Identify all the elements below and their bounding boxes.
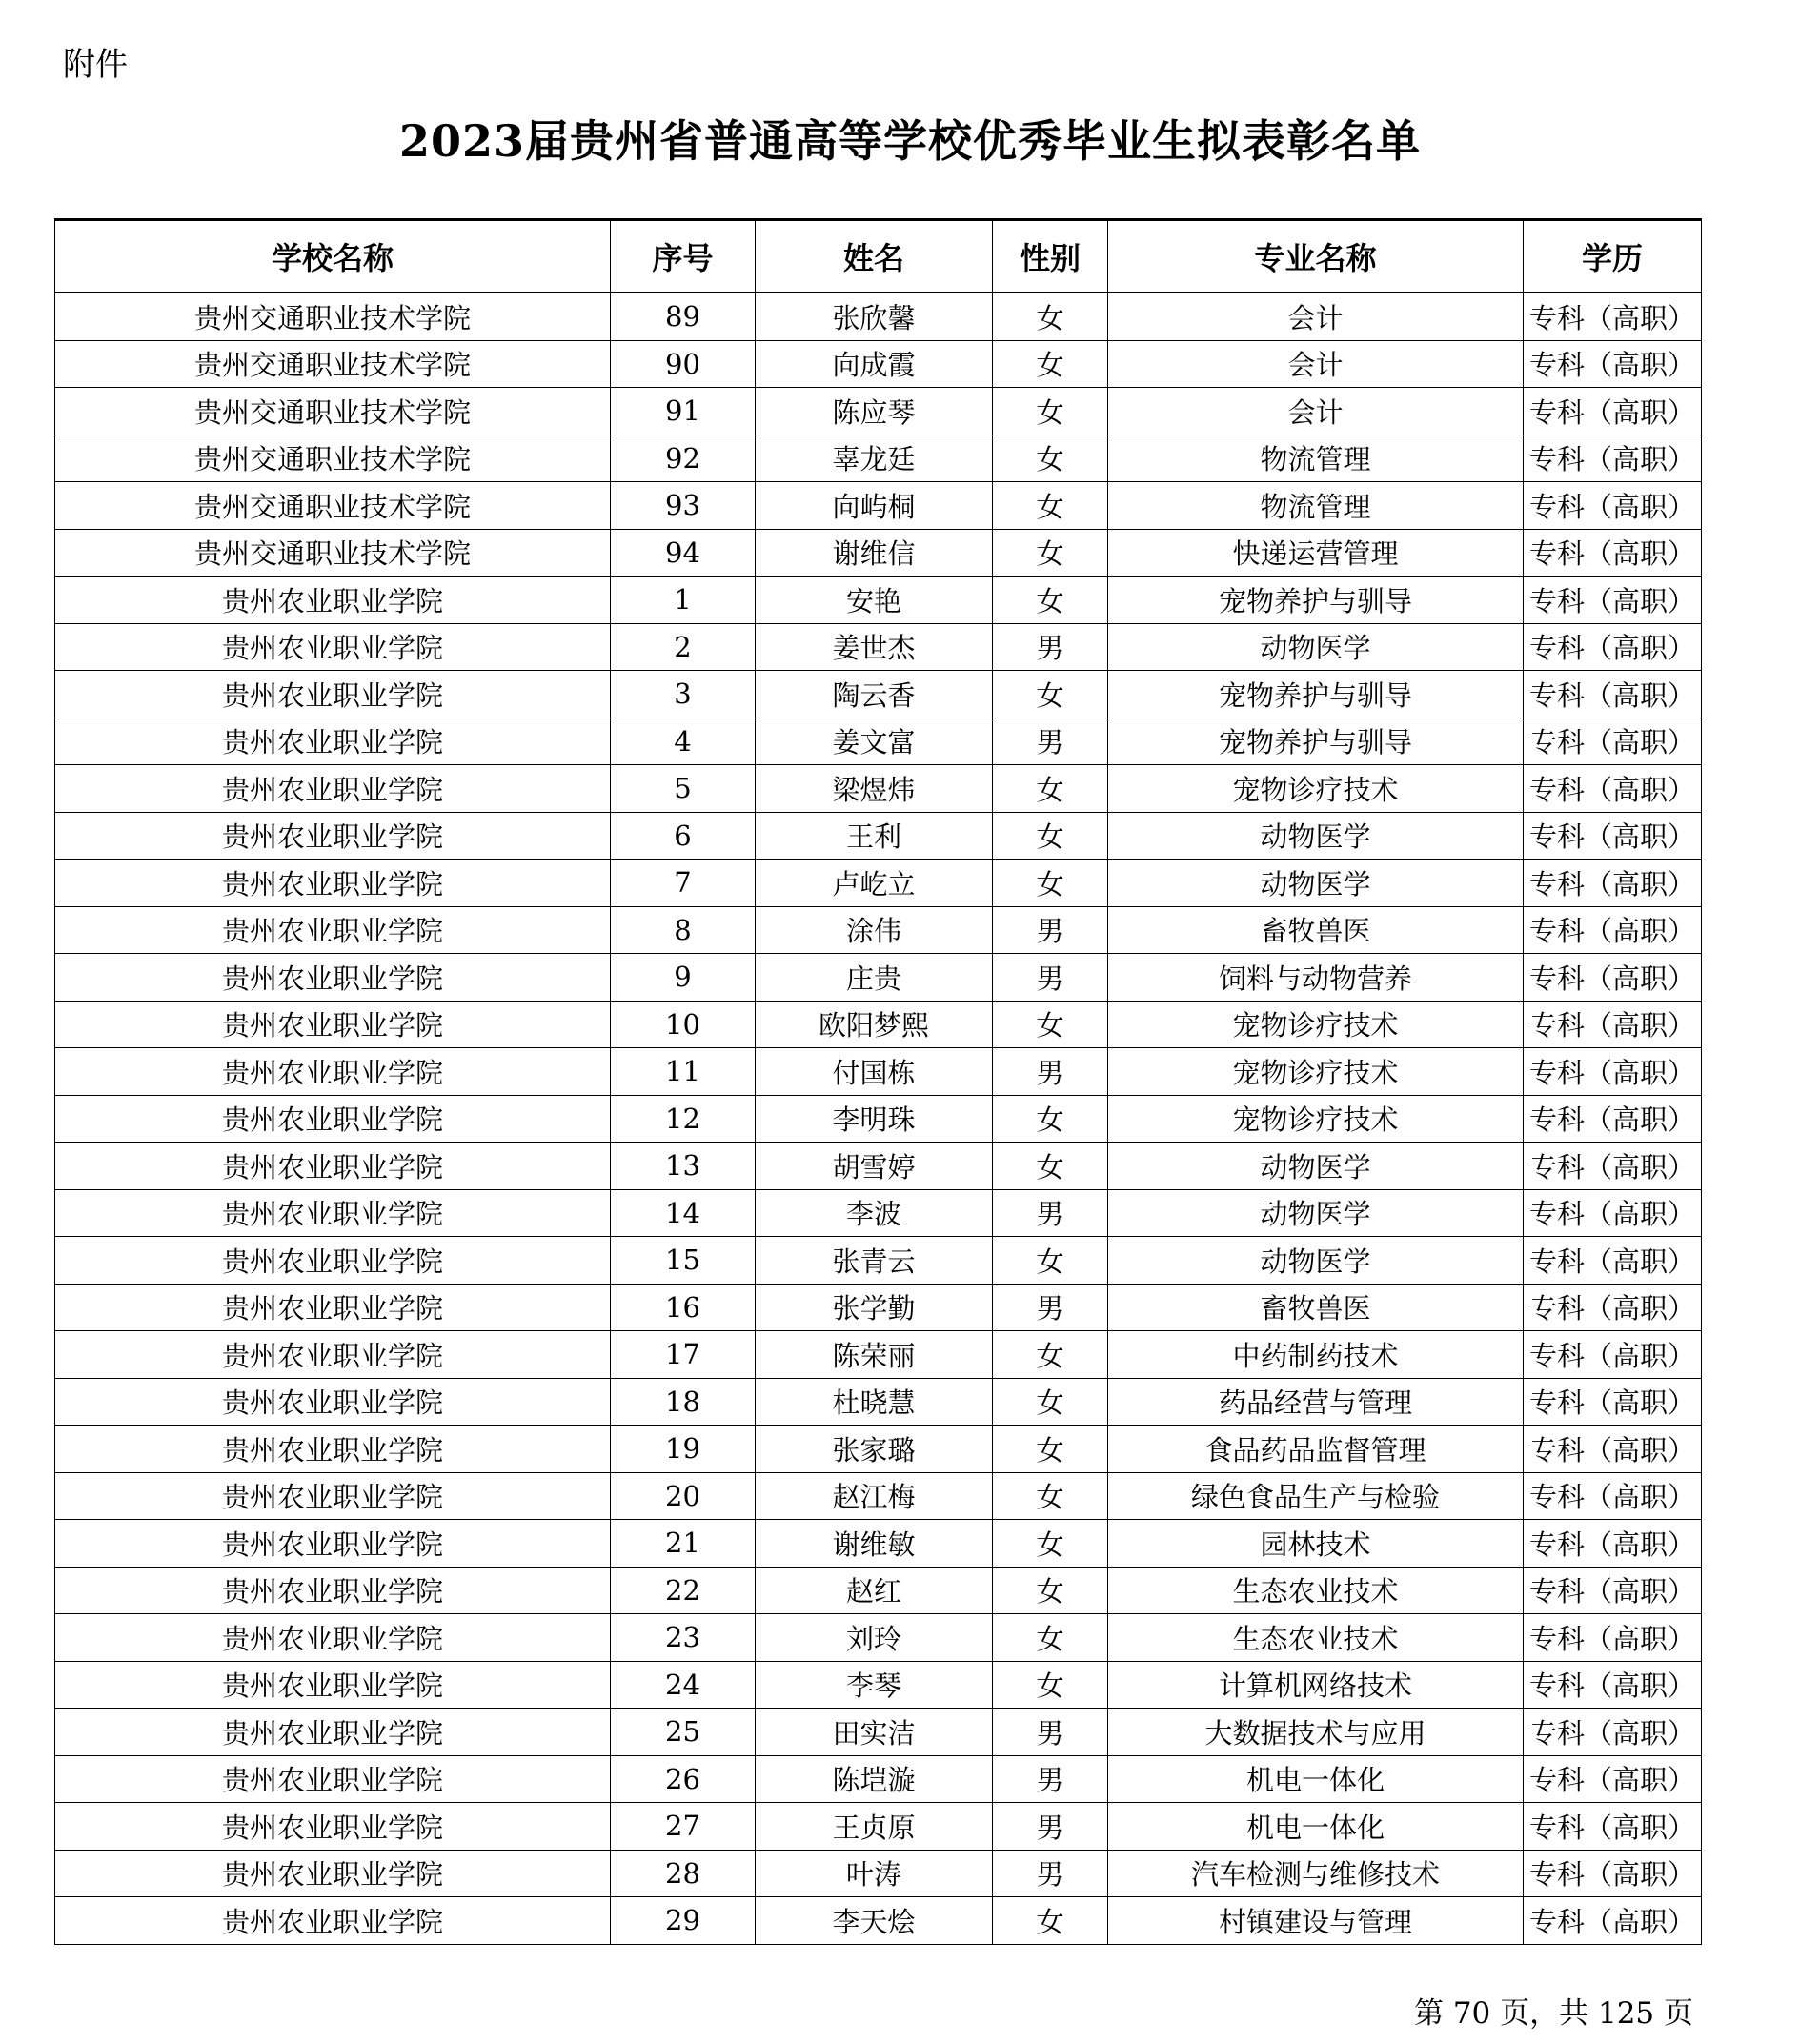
name-cell: 赵红 [756,1567,993,1614]
education-cell: 专科（高职） [1524,1472,1702,1520]
table-row [55,482,1702,530]
gender-cell: 男 [993,1284,1108,1331]
name-cell: 李琴 [756,1661,993,1709]
education-cell: 专科（高职） [1524,482,1702,530]
major-cell: 宠物诊疗技术 [1108,1001,1524,1048]
name-cell: 王贞原 [756,1803,993,1851]
table-row [55,1661,1702,1709]
school-name-cell: 贵州农业职业学院 [55,1614,611,1662]
major-cell: 畜牧兽医 [1108,906,1524,954]
school-name-cell: 贵州交通职业技术学院 [55,293,611,340]
name-cell: 卢屹立 [756,860,993,907]
name-cell: 田实洁 [756,1709,993,1756]
school-name-cell: 贵州农业职业学院 [55,1143,611,1190]
school-name-cell: 贵州农业职业学院 [55,1426,611,1473]
school-name-cell: 贵州农业职业学院 [55,1709,611,1756]
gender-cell: 女 [993,293,1108,340]
name-cell: 刘玲 [756,1614,993,1662]
serial-number-cell: 10 [611,1001,756,1048]
table-row [55,623,1702,671]
table-row [55,1803,1702,1851]
name-cell: 安艳 [756,577,993,624]
serial-number-cell: 17 [611,1331,756,1379]
school-name-cell: 贵州农业职业学院 [55,1331,611,1379]
serial-number-cell: 8 [611,906,756,954]
major-cell: 宠物诊疗技术 [1108,1095,1524,1143]
header-serial-number: 序号 [611,220,756,293]
school-name-cell: 贵州交通职业技术学院 [55,388,611,435]
major-cell: 机电一体化 [1108,1755,1524,1803]
education-cell: 专科（高职） [1524,1331,1702,1379]
serial-number-cell: 94 [611,529,756,577]
table-row [55,718,1702,765]
education-cell: 专科（高职） [1524,718,1702,765]
table-row [55,435,1702,482]
education-cell: 专科（高职） [1524,671,1702,718]
table-row [55,812,1702,860]
education-cell: 专科（高职） [1524,1143,1702,1190]
gender-cell: 女 [993,812,1108,860]
name-cell: 李波 [756,1189,993,1237]
table-row [55,1567,1702,1614]
major-cell: 宠物养护与驯导 [1108,671,1524,718]
name-cell: 张欣馨 [756,293,993,340]
table-row [55,340,1702,388]
gender-cell: 男 [993,718,1108,765]
table-header-row [55,220,1702,293]
school-name-cell: 贵州农业职业学院 [55,1095,611,1143]
education-cell: 专科（高职） [1524,577,1702,624]
table-row [55,388,1702,435]
table-row [55,1709,1702,1756]
major-cell: 生态农业技术 [1108,1614,1524,1662]
major-cell: 计算机网络技术 [1108,1661,1524,1709]
gender-cell: 女 [993,1331,1108,1379]
education-cell: 专科（高职） [1524,765,1702,813]
table-row [55,1897,1702,1945]
education-cell: 专科（高职） [1524,340,1702,388]
education-cell: 专科（高职） [1524,623,1702,671]
gender-cell: 女 [993,1472,1108,1520]
major-cell: 宠物养护与驯导 [1108,718,1524,765]
gender-cell: 男 [993,1189,1108,1237]
table-row [55,1095,1702,1143]
serial-number-cell: 93 [611,482,756,530]
school-name-cell: 贵州农业职业学院 [55,1803,611,1851]
name-cell: 梁煜炜 [756,765,993,813]
school-name-cell: 贵州农业职业学院 [55,1237,611,1285]
school-name-cell: 贵州农业职业学院 [55,718,611,765]
gender-cell: 女 [993,1661,1108,1709]
serial-number-cell: 27 [611,1803,756,1851]
education-cell: 专科（高职） [1524,1850,1702,1897]
header-major: 专业名称 [1108,220,1524,293]
serial-number-cell: 20 [611,1472,756,1520]
major-cell: 饲料与动物营养 [1108,954,1524,1002]
name-cell: 杜晓慧 [756,1378,993,1426]
table-row [55,860,1702,907]
gender-cell: 女 [993,1520,1108,1568]
education-cell: 专科（高职） [1524,1284,1702,1331]
name-cell: 谢维信 [756,529,993,577]
serial-number-cell: 5 [611,765,756,813]
table-row [55,671,1702,718]
gender-cell: 男 [993,1755,1108,1803]
school-name-cell: 贵州农业职业学院 [55,860,611,907]
education-cell: 专科（高职） [1524,906,1702,954]
attachment-label: 附件 [63,46,128,84]
table-row [55,1850,1702,1897]
serial-number-cell: 28 [611,1850,756,1897]
name-cell: 胡雪婷 [756,1143,993,1190]
name-cell: 欧阳梦熙 [756,1001,993,1048]
school-name-cell: 贵州农业职业学院 [55,812,611,860]
name-cell: 陶云香 [756,671,993,718]
name-cell: 庄贵 [756,954,993,1002]
name-cell: 付国栋 [756,1048,993,1096]
education-cell: 专科（高职） [1524,1001,1702,1048]
gender-cell: 女 [993,765,1108,813]
serial-number-cell: 15 [611,1237,756,1285]
table-row [55,1472,1702,1520]
major-cell: 大数据技术与应用 [1108,1709,1524,1756]
serial-number-cell: 25 [611,1709,756,1756]
gender-cell: 女 [993,577,1108,624]
table-row [55,577,1702,624]
school-name-cell: 贵州农业职业学院 [55,1755,611,1803]
education-cell: 专科（高职） [1524,1378,1702,1426]
header-school-name: 学校名称 [55,220,611,293]
education-cell: 专科（高职） [1524,1897,1702,1945]
education-cell: 专科（高职） [1524,435,1702,482]
gender-cell: 女 [993,1095,1108,1143]
gender-cell: 女 [993,529,1108,577]
table-row [55,1520,1702,1568]
major-cell: 中药制药技术 [1108,1331,1524,1379]
table-row [55,1237,1702,1285]
serial-number-cell: 21 [611,1520,756,1568]
table-row [55,954,1702,1002]
name-cell: 涂伟 [756,906,993,954]
honoree-table [54,218,1702,1945]
header-name: 姓名 [756,220,993,293]
education-cell: 专科（高职） [1524,293,1702,340]
school-name-cell: 贵州农业职业学院 [55,1048,611,1096]
serial-number-cell: 1 [611,577,756,624]
name-cell: 向成霞 [756,340,993,388]
table-row [55,1048,1702,1096]
school-name-cell: 贵州农业职业学院 [55,1567,611,1614]
name-cell: 向屿桐 [756,482,993,530]
name-cell: 李明珠 [756,1095,993,1143]
school-name-cell: 贵州交通职业技术学院 [55,529,611,577]
name-cell: 姜世杰 [756,623,993,671]
serial-number-cell: 90 [611,340,756,388]
gender-cell: 女 [993,1001,1108,1048]
major-cell: 宠物养护与驯导 [1108,577,1524,624]
page-number: 第 70 页，共 125 页 [1413,1996,1693,2031]
school-name-cell: 贵州农业职业学院 [55,1284,611,1331]
education-cell: 专科（高职） [1524,1048,1702,1096]
major-cell: 园林技术 [1108,1520,1524,1568]
table-row [55,765,1702,813]
name-cell: 张青云 [756,1237,993,1285]
serial-number-cell: 19 [611,1426,756,1473]
table-row [55,1426,1702,1473]
major-cell: 生态农业技术 [1108,1567,1524,1614]
gender-cell: 男 [993,623,1108,671]
education-cell: 专科（高职） [1524,1567,1702,1614]
table-row [55,906,1702,954]
gender-cell: 女 [993,1567,1108,1614]
header-education: 学历 [1524,220,1702,293]
school-name-cell: 贵州农业职业学院 [55,1001,611,1048]
education-cell: 专科（高职） [1524,1803,1702,1851]
major-cell: 物流管理 [1108,482,1524,530]
school-name-cell: 贵州农业职业学院 [55,1897,611,1945]
gender-cell: 男 [993,1048,1108,1096]
major-cell: 宠物诊疗技术 [1108,765,1524,813]
education-cell: 专科（高职） [1524,1709,1702,1756]
serial-number-cell: 29 [611,1897,756,1945]
school-name-cell: 贵州农业职业学院 [55,1520,611,1568]
gender-cell: 女 [993,482,1108,530]
school-name-cell: 贵州农业职业学院 [55,577,611,624]
school-name-cell: 贵州农业职业学院 [55,1661,611,1709]
major-cell: 村镇建设与管理 [1108,1897,1524,1945]
serial-number-cell: 6 [611,812,756,860]
education-cell: 专科（高职） [1524,1189,1702,1237]
gender-cell: 男 [993,954,1108,1002]
education-cell: 专科（高职） [1524,1426,1702,1473]
serial-number-cell: 3 [611,671,756,718]
education-cell: 专科（高职） [1524,1095,1702,1143]
name-cell: 陈应琴 [756,388,993,435]
serial-number-cell: 24 [611,1661,756,1709]
gender-cell: 女 [993,1143,1108,1190]
serial-number-cell: 26 [611,1755,756,1803]
major-cell: 药品经营与管理 [1108,1378,1524,1426]
table-row [55,1001,1702,1048]
major-cell: 会计 [1108,293,1524,340]
serial-number-cell: 7 [611,860,756,907]
gender-cell: 女 [993,340,1108,388]
table-row [55,1378,1702,1426]
school-name-cell: 贵州农业职业学院 [55,671,611,718]
serial-number-cell: 12 [611,1095,756,1143]
name-cell: 姜文富 [756,718,993,765]
major-cell: 动物医学 [1108,1237,1524,1285]
major-cell: 动物医学 [1108,623,1524,671]
major-cell: 快递运营管理 [1108,529,1524,577]
education-cell: 专科（高职） [1524,1520,1702,1568]
education-cell: 专科（高职） [1524,1237,1702,1285]
education-cell: 专科（高职） [1524,812,1702,860]
serial-number-cell: 9 [611,954,756,1002]
table-row [55,1755,1702,1803]
education-cell: 专科（高职） [1524,1755,1702,1803]
serial-number-cell: 16 [611,1284,756,1331]
serial-number-cell: 13 [611,1143,756,1190]
major-cell: 汽车检测与维修技术 [1108,1850,1524,1897]
education-cell: 专科（高职） [1524,1661,1702,1709]
school-name-cell: 贵州农业职业学院 [55,623,611,671]
table-row [55,1331,1702,1379]
school-name-cell: 贵州交通职业技术学院 [55,340,611,388]
school-name-cell: 贵州农业职业学院 [55,1378,611,1426]
name-cell: 王利 [756,812,993,860]
education-cell: 专科（高职） [1524,860,1702,907]
gender-cell: 女 [993,1614,1108,1662]
education-cell: 专科（高职） [1524,529,1702,577]
name-cell: 叶涛 [756,1850,993,1897]
name-cell: 赵江梅 [756,1472,993,1520]
school-name-cell: 贵州农业职业学院 [55,765,611,813]
school-name-cell: 贵州农业职业学院 [55,906,611,954]
education-cell: 专科（高职） [1524,1614,1702,1662]
table-row [55,1284,1702,1331]
header-gender: 性别 [993,220,1108,293]
serial-number-cell: 92 [611,435,756,482]
major-cell: 宠物诊疗技术 [1108,1048,1524,1096]
table-row [55,1143,1702,1190]
major-cell: 绿色食品生产与检验 [1108,1472,1524,1520]
name-cell: 陈荣丽 [756,1331,993,1379]
table-body [55,293,1702,1944]
gender-cell: 女 [993,671,1108,718]
name-cell: 谢维敏 [756,1520,993,1568]
school-name-cell: 贵州农业职业学院 [55,1472,611,1520]
major-cell: 食品药品监督管理 [1108,1426,1524,1473]
education-cell: 专科（高职） [1524,388,1702,435]
gender-cell: 女 [993,435,1108,482]
major-cell: 机电一体化 [1108,1803,1524,1851]
serial-number-cell: 4 [611,718,756,765]
major-cell: 动物医学 [1108,860,1524,907]
serial-number-cell: 11 [611,1048,756,1096]
table-row [55,293,1702,340]
major-cell: 动物医学 [1108,1143,1524,1190]
gender-cell: 男 [993,1803,1108,1851]
school-name-cell: 贵州交通职业技术学院 [55,435,611,482]
major-cell: 畜牧兽医 [1108,1284,1524,1331]
major-cell: 会计 [1108,388,1524,435]
major-cell: 动物医学 [1108,1189,1524,1237]
major-cell: 动物医学 [1108,812,1524,860]
serial-number-cell: 2 [611,623,756,671]
major-cell: 物流管理 [1108,435,1524,482]
name-cell: 李天烩 [756,1897,993,1945]
gender-cell: 男 [993,906,1108,954]
education-cell: 专科（高职） [1524,954,1702,1002]
gender-cell: 女 [993,860,1108,907]
table-row [55,1189,1702,1237]
serial-number-cell: 18 [611,1378,756,1426]
gender-cell: 男 [993,1850,1108,1897]
school-name-cell: 贵州交通职业技术学院 [55,482,611,530]
gender-cell: 女 [993,1897,1108,1945]
gender-cell: 女 [993,1426,1108,1473]
gender-cell: 男 [993,1709,1108,1756]
serial-number-cell: 89 [611,293,756,340]
school-name-cell: 贵州农业职业学院 [55,954,611,1002]
table-row [55,1614,1702,1662]
name-cell: 张学勤 [756,1284,993,1331]
name-cell: 陈垲漩 [756,1755,993,1803]
major-cell: 会计 [1108,340,1524,388]
table-row [55,529,1702,577]
name-cell: 张家璐 [756,1426,993,1473]
gender-cell: 女 [993,388,1108,435]
serial-number-cell: 91 [611,388,756,435]
page-title: 2023届贵州省普通高等学校优秀毕业生拟表彰名单 [398,115,1422,167]
name-cell: 辜龙廷 [756,435,993,482]
serial-number-cell: 22 [611,1567,756,1614]
school-name-cell: 贵州农业职业学院 [55,1189,611,1237]
gender-cell: 女 [993,1237,1108,1285]
school-name-cell: 贵州农业职业学院 [55,1850,611,1897]
serial-number-cell: 23 [611,1614,756,1662]
serial-number-cell: 14 [611,1189,756,1237]
gender-cell: 女 [993,1378,1108,1426]
